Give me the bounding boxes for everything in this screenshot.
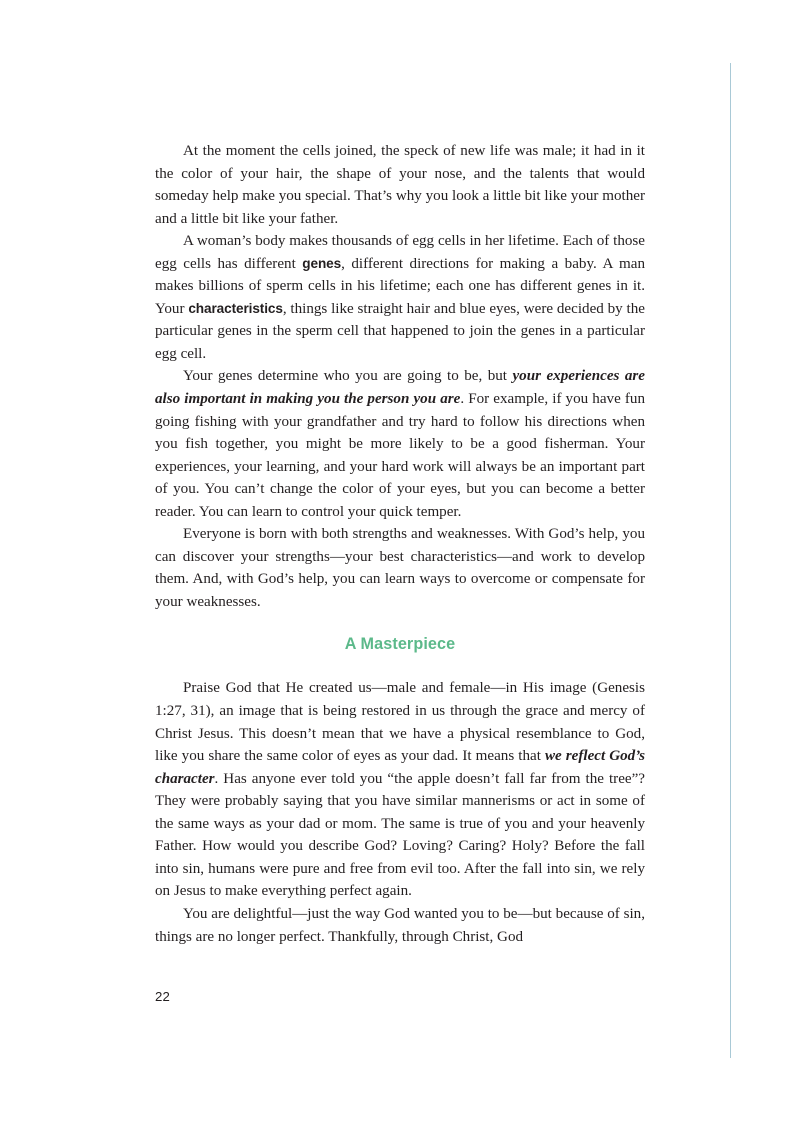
- paragraph-2-text-b: , different directions for making a baby. A man makes billions of sperm cells in his lifetime; each one has different genes in it. Your: [155, 255, 646, 317]
- page-number: 22: [155, 989, 171, 1004]
- paragraph-2-text-a: A woman’s body makes thousands of egg cells in her lifetime. Each of those egg cells has different: [155, 233, 645, 272]
- glossary-term-genes: genes: [302, 255, 342, 271]
- paragraph-1: [155, 140, 645, 230]
- paragraph-1-text: At the moment the cells joined, the speck of new life was male; it had in it the color of your hair, the shape of your nose, and the talents that would someday help make you special. That’s why you look a little bit like your mother and a little bit like your father.: [155, 143, 645, 227]
- glossary-term-characteristics: characteristics: [188, 300, 283, 316]
- paragraph-6-text: You are delightful—just the way God wanted you to be—but because of sin, things are no longer perfect. Thankfully, through Christ, God: [155, 905, 645, 945]
- paragraph-4-text: Everyone is born with both strengths and weaknesses. With God’s help, you can discover your strengths—your best characteristics—and work to develop them. And, with God’s help, you can learn ways to overcome or compensate for your weaknesses.: [155, 526, 645, 610]
- paragraph-6: [155, 903, 645, 948]
- paragraph-2-text-c: , things like straight hair and blue eyes, were decided by the particular genes in the sperm cell that happened to join the genes in a particular egg cell.: [155, 300, 645, 362]
- paragraph-5: [155, 677, 645, 902]
- paragraph-3-text-b: . For example, if you have fun going fishing with your grandfather and try hard to follow his directions when you fish together, you might be more likely to be a good fisherman. Your experiences, your learning, and your hard work will always be an important part of you. You can’t change the color of your eyes, but you can become a better reader. You can learn to control your quick temper.: [155, 391, 645, 520]
- paragraph-5-text-a: Praise God that He created us—male and female—in His image (Genesis 1:27, 31), an image that is being restored in us through the grace and mercy of Christ Jesus. This doesn’t mean that we have a physical resemblance to God, like you share the same color of eyes as your dad. It means that: [155, 680, 645, 765]
- paragraph-3-text-a: Your genes determine who you are going to be, but: [183, 368, 513, 385]
- emphasis-experiences: your experiences are also important in making you the person you are: [155, 368, 645, 408]
- text-column: [155, 140, 645, 948]
- emphasis-gods-character: we reflect God’s character: [155, 748, 645, 787]
- paragraph-3: [155, 365, 645, 523]
- paragraph-5-text-b: . Has anyone ever told you “the apple doesn’t fall far from the tree”? They were probably saying that you have similar mannerisms or act in some of the same ways as your dad or mom. The same is true of you and your heavenly Father. How would you describe God? Loving? Caring? Holy? Before the fall into sin, humans were pure and free from evil too. After the fall into sin, we rely on Jesus to make everything perfect again.: [155, 770, 645, 900]
- paragraph-4: [155, 523, 645, 613]
- section-heading: A Masterpiece: [344, 635, 456, 654]
- page-edge-rule: [730, 63, 731, 1058]
- section-heading-block: [155, 613, 645, 677]
- paragraph-2: [155, 230, 645, 365]
